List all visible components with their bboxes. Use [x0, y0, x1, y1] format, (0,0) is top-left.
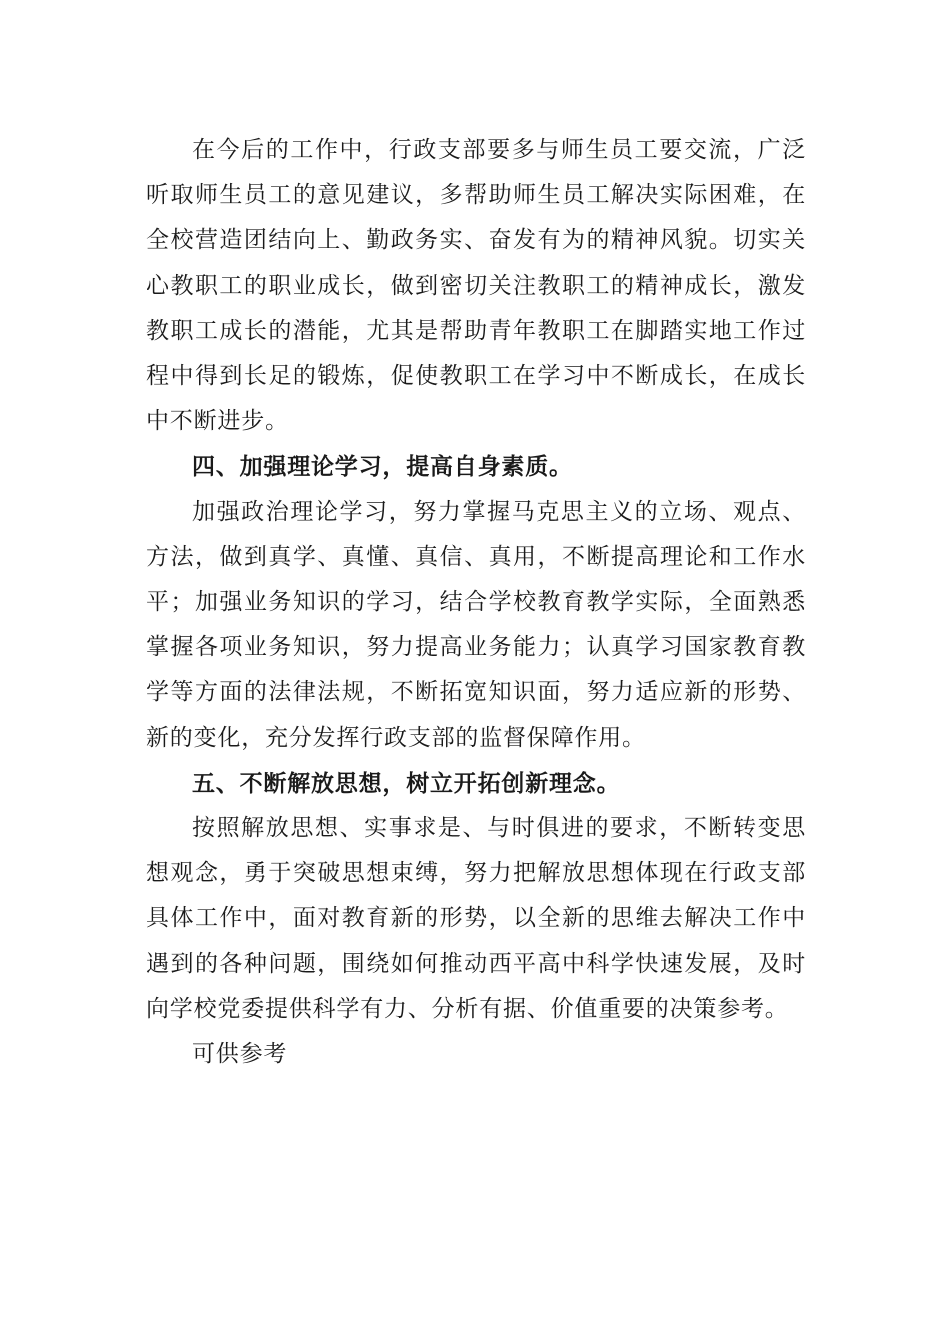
document-body [146, 128, 806, 1077]
paragraph-theory-study: 加强政治理论学习，努力掌握马克思主义的立场、观点、方法，做到真学、真懂、真信、真用，不断提高理论和工作水平；加强业务知识的学习，结合学校教育教学实际，全面熟悉掌握各项业务知识，努力提高业务能力；认真学习国家教育教学等方面的法律法规，不断拓宽知识面，努力适应新的形势、新的变化，充分发挥行政支部的监督保障作用。 [146, 498, 806, 751]
paragraph-work-plan: 在今后的工作中，行政支部要多与师生员工要交流，广泛听取师生员工的意见建议，多帮助师生员工解决实际困难，在全校营造团结向上、勤政务实、奋发有为的精神风貌。切实关心教职工的职业成长，做到密切关注教职工的精神成长，激发教职工成长的潜能，尤其是帮助青年教职工在脚踏实地工作过程中得到长足的锻炼，促使教职工在学习中不断成长，在成长中不断进步。 [146, 137, 806, 435]
closing-note: 可供参考 [192, 1041, 288, 1068]
section-heading-four: 四、加强理论学习，提高自身素质。 [192, 453, 573, 481]
paragraph-liberate-thinking: 按照解放思想、实事求是、与时俱进的要求，不断转变思想观念，勇于突破思想束缚，努力把解放思想体现在行政支部具体工作中，面对教育新的形势，以全新的思维去解决工作中遇到的各种问题，围绕如何推动西平高中科学快速发展，及时向学校党委提供科学有力、分析有据、价值重要的决策参考。 [146, 815, 806, 1022]
section-heading-five: 五、不断解放思想，树立开拓创新理念。 [192, 769, 621, 797]
